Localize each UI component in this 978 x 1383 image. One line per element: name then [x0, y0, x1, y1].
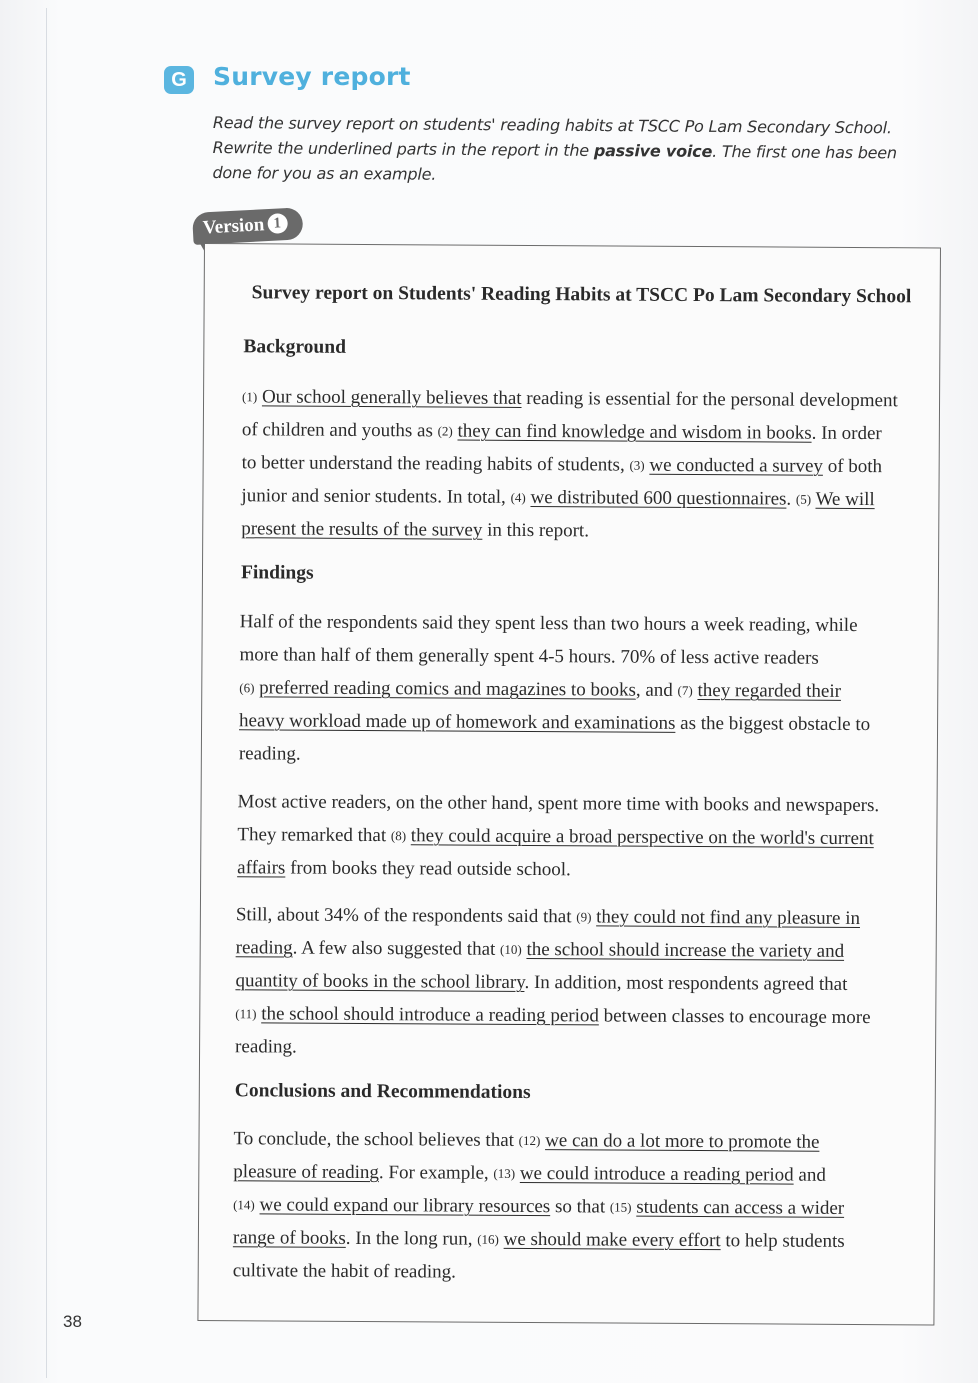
- instructions: Read the survey report on students' reading habits at TSCC Po Lam Secondary School. Rewrite the underlined parts in the report in the passive voice. The first one has been done for you as an example.: [212, 112, 897, 184]
- findings-heading: Findings: [240, 562, 314, 584]
- background-heading: Background: [243, 336, 347, 358]
- conclusions-paragraph: To conclude, the school believes that (12) we can do a lot more to promote the pleasure of reading. For example, (13) we could introduce a reading period and (14) we could expand our library resources so that (15) students can access a wider range of books. In the long run, (16) we should make every effort to help students cultivate the habit of reading.: [232, 1128, 845, 1283]
- section-badge: G: [164, 66, 194, 94]
- findings-paragraph-3: Still, about 34% of the respondents said that (9) they could not find any pleasure in reading. A few also suggested that (10) the school should increase the variety and quantity of books in the school library. In addition, most respondents agreed that (11) the school should introduce a reading period between classes to encourage more reading.: [235, 904, 871, 1058]
- section-title: Survey report: [213, 62, 411, 91]
- findings-paragraph-1: Half of the respondents said they spent less than two hours a week reading, while more than half of them generally spent 4-5 hours. 70% of less active readers (6) preferred reading comics and magazines to books, and (7) they regarded their heavy workload made up of homework and examinations as the biggest obstacle to reading.: [238, 611, 871, 765]
- page-number: 38: [63, 1312, 82, 1331]
- conclusions-heading: Conclusions and Recommendations: [234, 1080, 531, 1104]
- binding-edge: [46, 8, 47, 1378]
- findings-paragraph-2: Most active readers, on the other hand, spent more time with books and newspapers. They remarked that (8) they could acquire a broad perspective on the world's current affairs from books they read outside school.: [237, 791, 880, 881]
- version-number: 1: [267, 213, 288, 234]
- report-title: Survey report on Students' Reading Habits at TSCC Po Lam Secondary School: [251, 282, 912, 308]
- report-box: [197, 243, 941, 1325]
- version-tag: Version 1: [192, 207, 304, 245]
- background-paragraph: (1) Our school generally believes that reading is essential for the personal development of children and youths as (2) they can find knowledge and wisdom in books. In order to better understand the reading habits of students, (3) we conducted a survey of both junior and senior students. In total, (4) we distributed 600 questionnaires. (5) We will present the results of the survey in this report.: [241, 386, 898, 542]
